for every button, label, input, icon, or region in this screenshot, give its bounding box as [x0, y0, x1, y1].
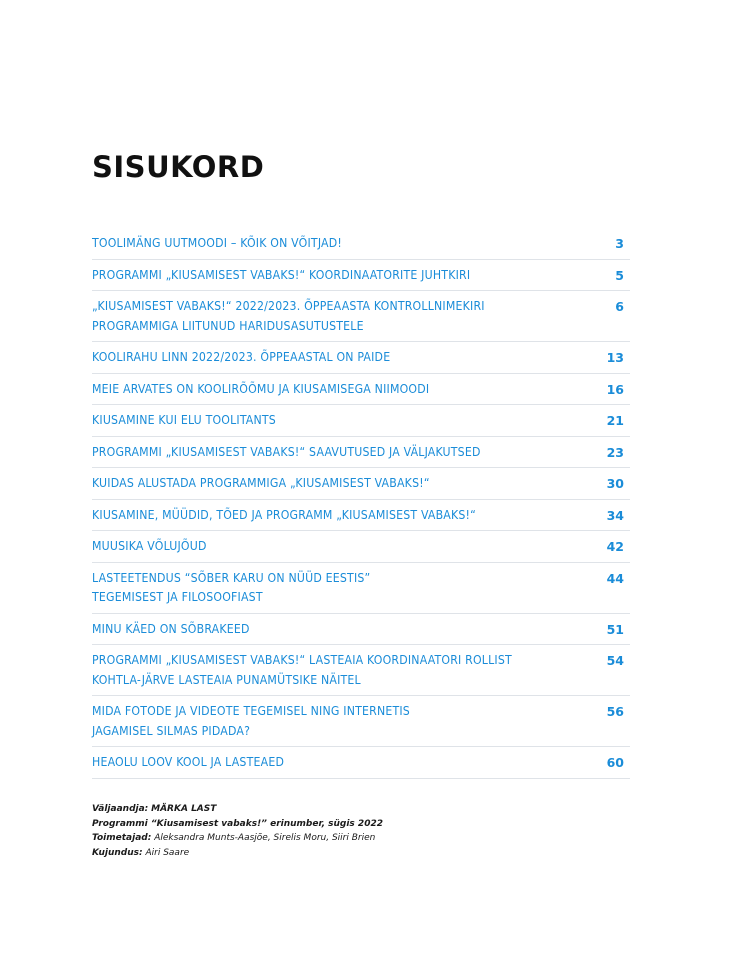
toc-entry-title-line: PROGRAMMI „KIUSAMISEST VABAKS!“ LASTEAIA KOORDINAATORI ROLLIST: [92, 653, 512, 667]
toc-entry-title[interactable]: [92, 474, 430, 494]
toc-entry-page-number[interactable]: 13: [606, 350, 624, 365]
toc-entry[interactable]: [92, 374, 630, 406]
toc-entry-title[interactable]: [92, 537, 207, 557]
toc-entry-title[interactable]: [92, 620, 250, 640]
toc-entry-page-number[interactable]: 5: [615, 267, 624, 283]
toc-entry[interactable]: [92, 437, 630, 469]
toc-entry-title[interactable]: [92, 651, 512, 690]
toc-entry-title-line: „KIUSAMISEST VABAKS!“ 2022/2023. ÕPPEAASTA KONTROLLNIMEKIRI: [92, 299, 485, 313]
credits: [92, 802, 383, 860]
toc-entry-title-line: HEAOLU LOOV KOOL JA LASTEAED: [92, 755, 285, 769]
toc-entry-title[interactable]: [92, 506, 476, 526]
toc-entry[interactable]: [92, 405, 630, 437]
toc-entry-page-number[interactable]: 54: [606, 653, 624, 668]
designer-value: Airi Saare: [145, 847, 190, 858]
toc-entry-title-line: KOOLIRAHU LINN 2022/2023. ÕPPEAASTAL ON PAIDE: [92, 350, 391, 364]
toc-entry-title[interactable]: [92, 702, 410, 741]
toc-entry[interactable]: [92, 228, 630, 260]
toc-entry-title-line: LASTEETENDUS “SÕBER KARU ON NÜÜD EESTIS”: [92, 570, 371, 585]
toc-entry-title-line: MIDA FOTODE JA VIDEOTE TEGEMISEL NING INTERNETIS: [92, 704, 410, 718]
toc-entry-title-line: TEGEMISEST JA FILOSOOFIAST: [92, 590, 263, 604]
toc-entry[interactable]: [92, 260, 630, 292]
toc-entry[interactable]: [92, 531, 630, 563]
toc-entry[interactable]: [92, 747, 630, 779]
toc-entry[interactable]: [92, 500, 630, 532]
toc-entry-title-line: KIUSAMINE, MÜÜDID, TÕED JA PROGRAMM „KIUSAMISEST VABAKS!“: [92, 507, 477, 522]
table-of-contents: [92, 228, 630, 779]
designer-label: Kujundus:: [92, 847, 143, 858]
toc-entry-page-number[interactable]: 51: [606, 621, 624, 637]
toc-entry-page-number[interactable]: 6: [615, 299, 624, 314]
toc-entry-title-line: MINU KÄED ON SÕBRAKEED: [92, 621, 250, 636]
toc-entry-title[interactable]: [92, 348, 390, 368]
page-title: SISUKORD: [92, 150, 265, 184]
toc-entry[interactable]: [92, 696, 630, 747]
toc-entry[interactable]: [92, 291, 630, 342]
toc-entry-title[interactable]: [92, 443, 481, 463]
toc-entry-title-line: KIUSAMINE KUI ELU TOOLITANTS: [92, 413, 276, 427]
credits-designer: [92, 846, 383, 861]
toc-entry-title-line: MUUSIKA VÕLUJÕUD: [92, 539, 207, 553]
toc-entry[interactable]: [92, 563, 630, 614]
toc-entry-page-number[interactable]: 23: [606, 444, 624, 460]
toc-entry[interactable]: [92, 614, 630, 646]
toc-entry-title[interactable]: [92, 753, 284, 773]
toc-entry-page-number[interactable]: 60: [606, 755, 624, 770]
toc-entry-page-number[interactable]: 3: [615, 236, 624, 251]
editors-value: Aleksandra Munts-Aasjõe, Sirelis Moru, Siiri Brien: [154, 833, 376, 843]
editors-label: Toimetajad:: [92, 833, 152, 843]
toc-entry-title-line: PROGRAMMI „KIUSAMISEST VABAKS!“ KOORDINAATORITE JUHTKIRI: [92, 267, 471, 282]
toc-entry-title-line: MEIE ARVATES ON KOOLIRÕÕMU JA KIUSAMISEGA NIIMOODI: [92, 381, 430, 396]
publisher-value: MÄRKA LAST: [151, 804, 217, 814]
toc-entry-page-number[interactable]: 44: [606, 570, 624, 586]
publisher-label: Väljaandja:: [92, 804, 149, 814]
credits-issue: Programmi “Kiusamisest vabaks!” erinumber, sügis 2022: [92, 818, 383, 829]
credits-editors: [92, 831, 383, 846]
toc-entry-page-number[interactable]: 30: [606, 476, 624, 491]
toc-entry-title-line: PROGRAMMIGA LIITUNUD HARIDUSASUTUSTELE: [92, 318, 364, 333]
toc-entry-title-line: KUIDAS ALUSTADA PROGRAMMIGA „KIUSAMISEST VABAKS!“: [92, 476, 430, 490]
toc-entry[interactable]: [92, 342, 630, 374]
toc-entry-title[interactable]: [92, 234, 342, 254]
toc-entry-title[interactable]: [92, 411, 276, 431]
toc-entry-title[interactable]: [92, 297, 485, 336]
toc-entry-title[interactable]: [92, 266, 470, 286]
toc-entry-title-line: JAGAMISEL SILMAS PIDADA?: [92, 723, 251, 738]
toc-entry-page-number[interactable]: 21: [606, 413, 624, 428]
toc-entry-page-number[interactable]: 42: [606, 539, 624, 554]
toc-entry-title-line: TOOLIMÄNG UUTMOODI – KÕIK ON VÕITJAD!: [92, 236, 342, 250]
toc-entry-page-number[interactable]: 34: [606, 507, 624, 523]
toc-entry[interactable]: [92, 468, 630, 500]
credits-publisher: [92, 802, 383, 817]
toc-entry[interactable]: [92, 645, 630, 696]
toc-entry-title-line: KOHTLA-JÄRVE LASTEAIA PUNAMÜTSIKE NÄITEL: [92, 672, 361, 687]
toc-entry-page-number[interactable]: 16: [606, 381, 624, 397]
toc-entry-title[interactable]: [92, 569, 370, 608]
toc-entry-page-number[interactable]: 56: [606, 704, 624, 719]
toc-entry-title[interactable]: [92, 380, 429, 400]
toc-entry-title-line: PROGRAMMI „KIUSAMISEST VABAKS!“ SAAVUTUSED JA VÄLJAKUTSED: [92, 444, 481, 459]
